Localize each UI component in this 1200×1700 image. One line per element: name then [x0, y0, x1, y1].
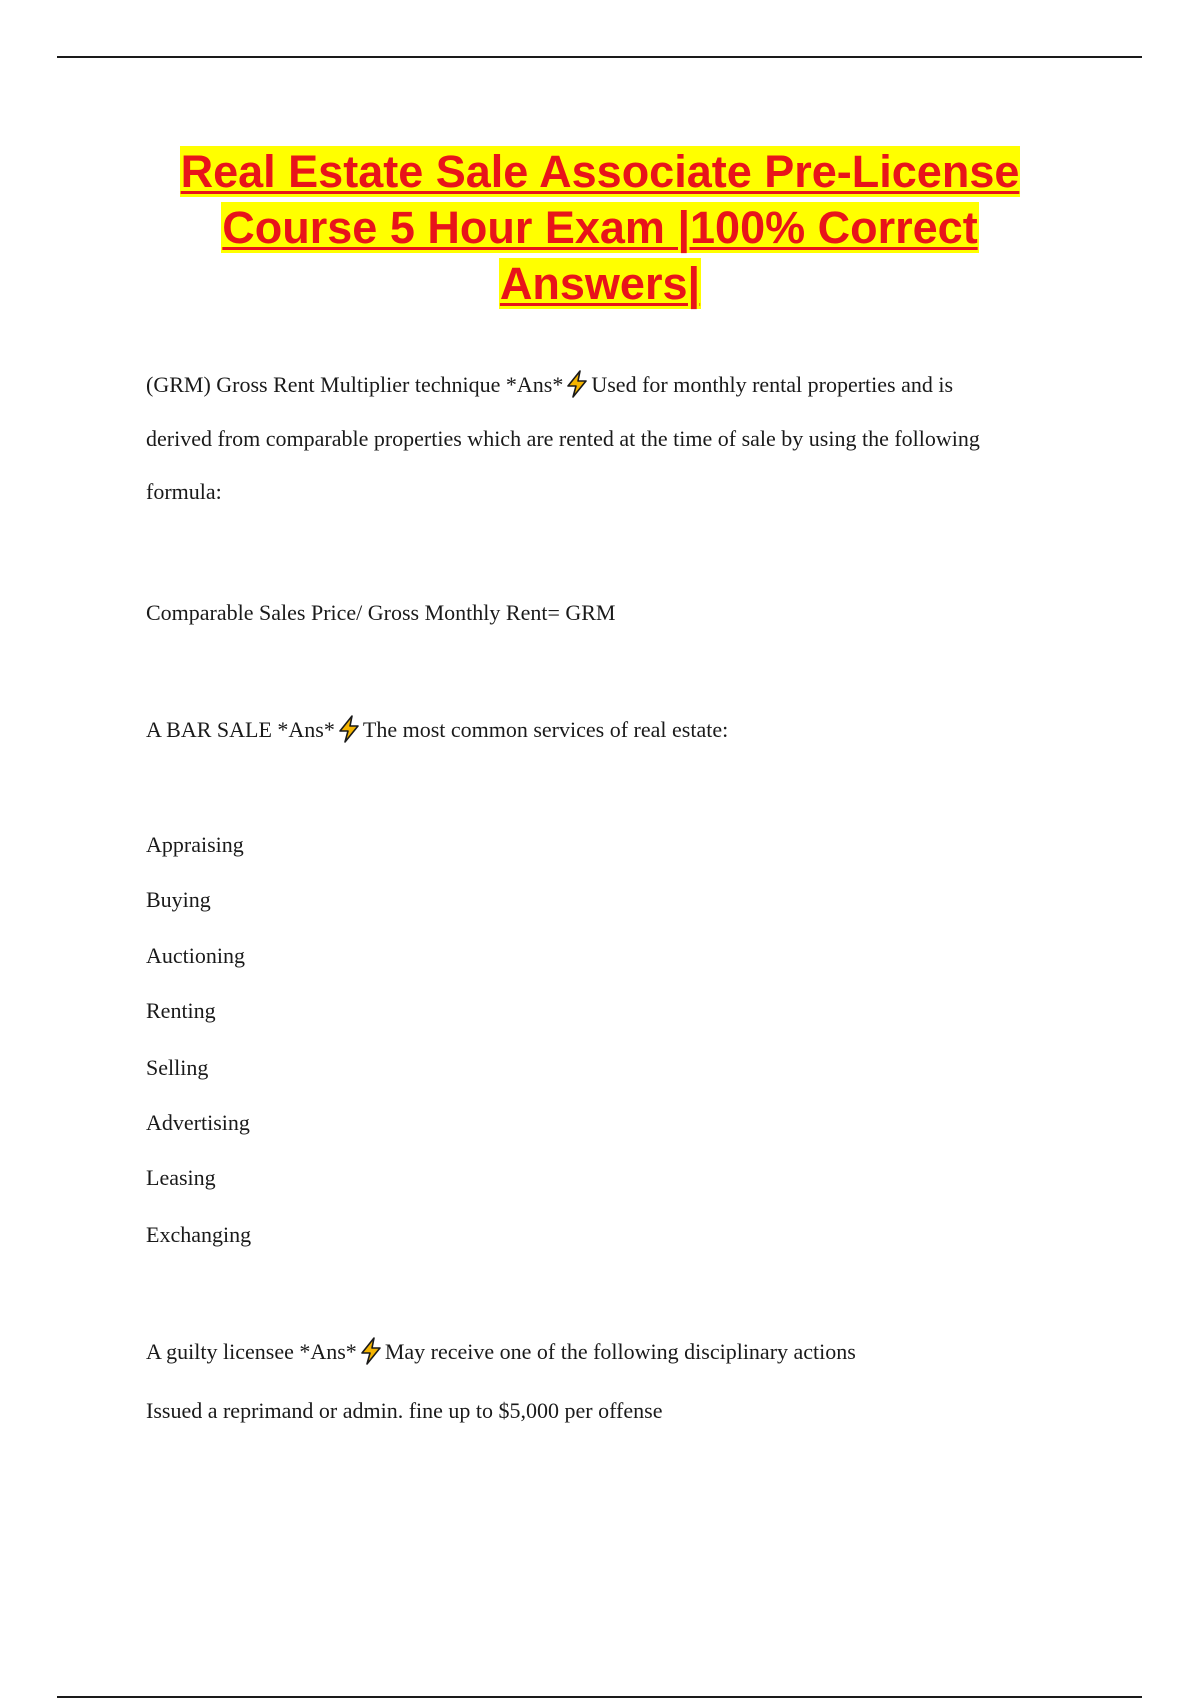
qa-answer-line: May receive one of the following disciplinary actions: [384, 1339, 856, 1364]
list-item: Renting: [146, 998, 216, 1023]
qa-term: (GRM) Gross Rent Multiplier technique: [146, 372, 501, 397]
qa-term: A guilty licensee: [146, 1339, 294, 1364]
lightning-bolt-icon: [358, 1337, 384, 1365]
list-item: Selling: [146, 1055, 209, 1080]
lightning-bolt-icon: [564, 370, 590, 398]
bottom-rule: [57, 1696, 1142, 1698]
lightning-bolt-icon: [336, 715, 362, 743]
qa-term: A BAR SALE: [146, 717, 272, 742]
list-item: Auctioning: [146, 943, 245, 968]
list-item: Buying: [146, 887, 211, 912]
list-item: Advertising: [146, 1110, 250, 1135]
list-item: Exchanging: [146, 1222, 252, 1247]
qa-extra-line: Issued a reprimand or admin. fine up to $5,000 per offense: [146, 1398, 663, 1423]
answer-marker: *Ans*: [277, 717, 335, 742]
list-item: Appraising: [146, 832, 244, 857]
answer-marker: *Ans*: [505, 372, 564, 397]
list-item: Leasing: [146, 1165, 216, 1190]
qa-item-guilty-licensee: [146, 1337, 1076, 1365]
document-title: [120, 144, 1080, 312]
qa-answer-line: derived from comparable properties which are rented at the time of sale by using the following: [146, 426, 980, 451]
title-text: Real Estate Sale Associate Pre-License Course 5 Hour Exam |100% Correct Answers|: [180, 146, 1020, 309]
qa-answer-line: formula:: [146, 479, 222, 504]
qa-item-grm: [146, 370, 1076, 398]
qa-answer-line: Used for monthly rental properties and is: [591, 372, 954, 397]
top-rule: [57, 56, 1142, 58]
formula-line: Comparable Sales Price/ Gross Monthly Rent= GRM: [146, 600, 616, 625]
qa-item-a-bar-sale: [146, 715, 1076, 743]
answer-marker: *Ans*: [299, 1339, 357, 1364]
qa-answer-line: The most common services of real estate:: [362, 717, 729, 742]
